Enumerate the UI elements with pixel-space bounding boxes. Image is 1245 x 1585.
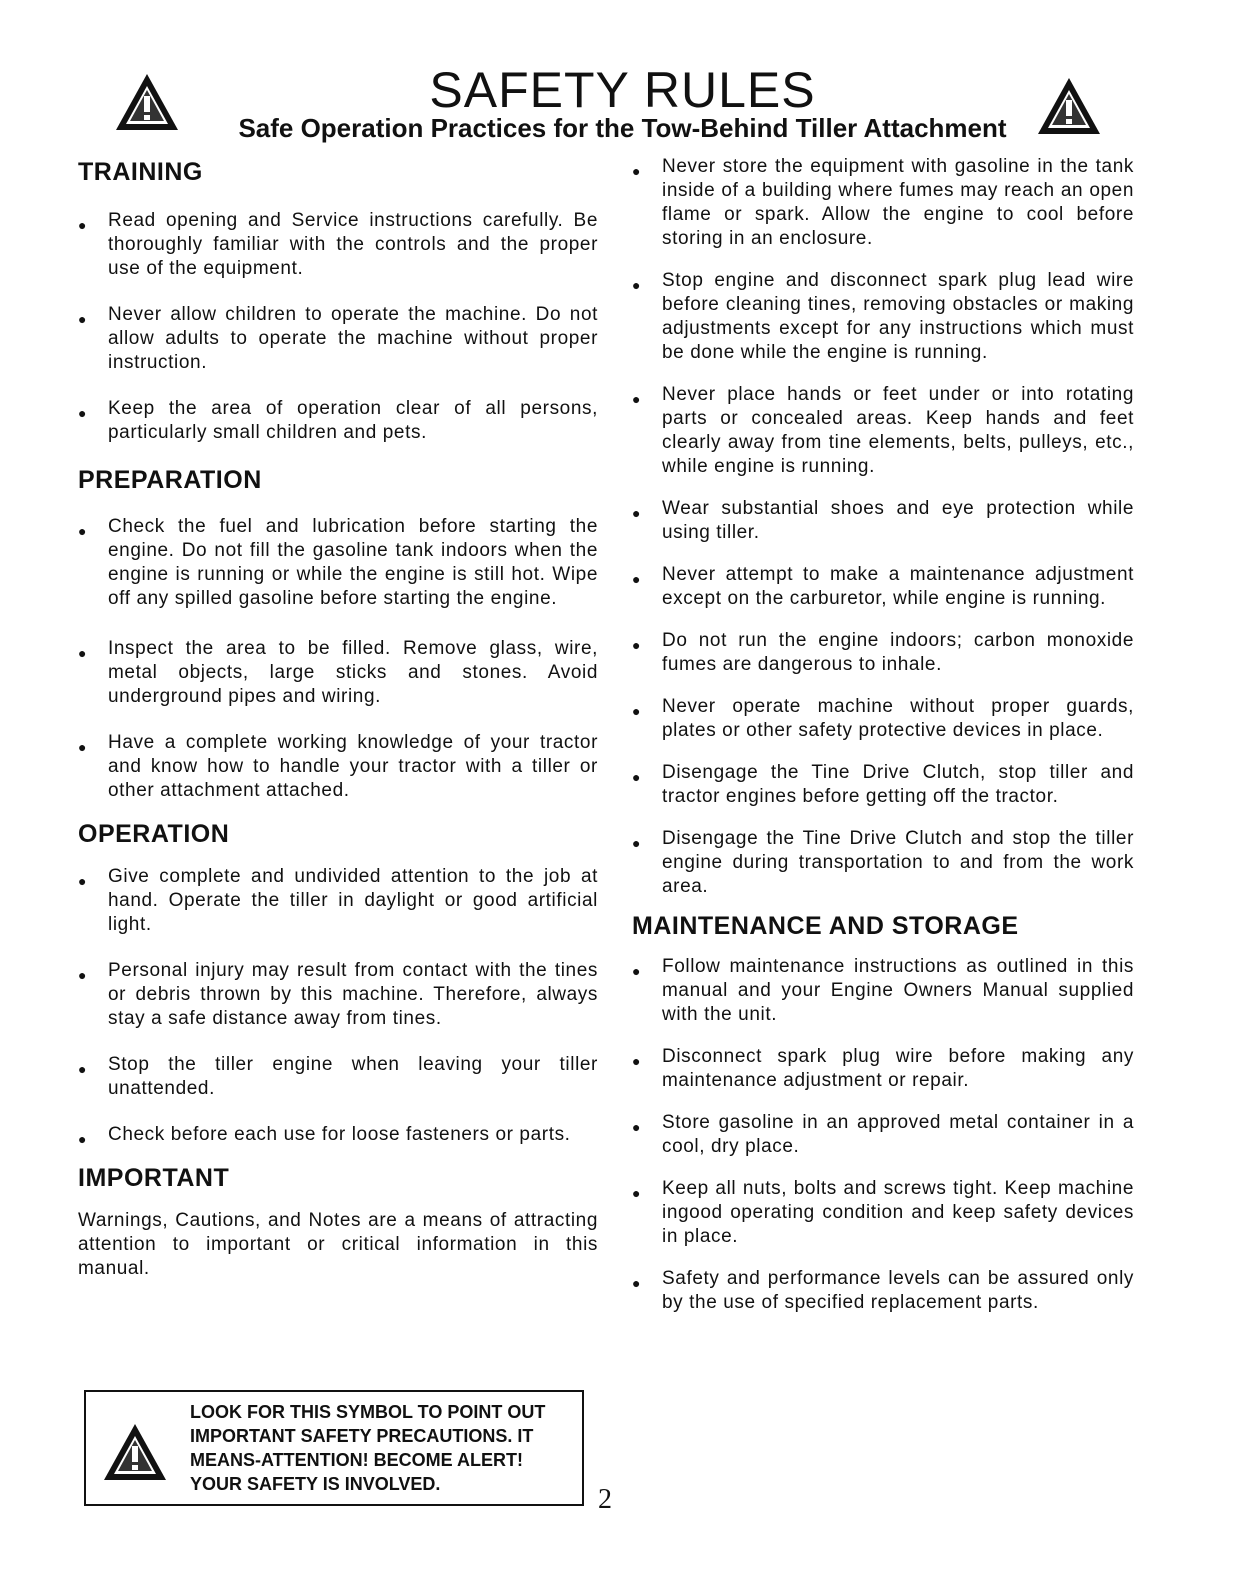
list-item: ● Do not run the engine indoors; carbon monoxide fumes are dangerous to inhale. xyxy=(632,630,1134,675)
list-item: ● Keep all nuts, bolts and screws tight. Keep machine ingood operating condition and keep safety devices in place. xyxy=(632,1178,1134,1247)
bullet-icon: ● xyxy=(78,217,88,233)
notice-text: LOOK FOR THIS SYMBOL TO POINT OUT IMPORTANT SAFETY PRECAUTIONS. IT MEANS-ATTENTION! BECOME ALERT! YOUR SAFETY IS INVOLVED. xyxy=(190,1402,546,1494)
list-item: ● Personal injury may result from contact with the tines or debris thrown by this machine. Therefore, always stay a safe distance away from tines. xyxy=(78,960,598,1029)
list-item: ● Have a complete working knowledge of your tractor and know how to handle your tractor with a tiller or other attachment attached. xyxy=(78,732,598,801)
warning-triangle-icon xyxy=(102,1422,168,1482)
bullet-icon: ● xyxy=(78,523,88,539)
bullet-icon: ● xyxy=(78,1131,88,1147)
safety-notice-box xyxy=(84,1390,584,1506)
list-item: ● Wear substantial shoes and eye protection while using tiller. xyxy=(632,498,1134,543)
list-item: ● Never place hands or feet under or into rotating parts or concealed areas. Keep hands and feet clearly away from tine elements, belts, pulleys, etc., while engine is running. xyxy=(632,384,1134,477)
bullet-icon: ● xyxy=(632,637,642,653)
list-item: ● Stop engine and disconnect spark plug lead wire before cleaning tines, removing obstacles or making adjustments except for any instructions which must be done while the engine is running. xyxy=(632,270,1134,363)
list-item: ● Disengage the Tine Drive Clutch, stop tiller and tractor engines before getting off the tractor. xyxy=(632,762,1134,807)
bullet-icon: ● xyxy=(632,571,642,587)
right-column xyxy=(632,155,1134,1315)
bullet-icon: ● xyxy=(632,391,642,407)
bullet-icon: ● xyxy=(632,1185,642,1201)
bullet-icon: ● xyxy=(78,1061,88,1077)
list-item: ● Safety and performance levels can be assured only by the use of specified replacement parts. xyxy=(632,1268,1134,1313)
bullet-icon: ● xyxy=(632,505,642,521)
bullet-icon: ● xyxy=(632,835,642,851)
bullet-icon: ● xyxy=(632,1053,642,1069)
section-heading-operation: OPERATION xyxy=(78,820,230,848)
list-item: ● Give complete and undivided attention to the job at hand. Operate the tiller in daylight or good artificial light. xyxy=(78,866,598,935)
list-item: ● Follow maintenance instructions as outlined in this manual and your Engine Owners Manual supplied with the unit. xyxy=(632,956,1134,1025)
bullet-icon: ● xyxy=(632,1275,642,1291)
page-number: 2 xyxy=(598,1484,612,1515)
important-paragraph: Warnings, Cautions, and Notes are a means of attracting attention to important or critical information in this manual. xyxy=(78,1210,598,1279)
page-subtitle: Safe Operation Practices for the Tow-Behind Tiller Attachment xyxy=(238,113,1007,143)
section-heading-training: TRAINING xyxy=(78,158,203,186)
section-heading-important: IMPORTANT xyxy=(78,1164,230,1192)
list-item: ● Never allow children to operate the machine. Do not allow adults to operate the machine without proper instruction. xyxy=(78,304,598,373)
bullet-icon: ● xyxy=(632,277,642,293)
list-item: ● Disconnect spark plug wire before making any maintenance adjustment or repair. xyxy=(632,1046,1134,1091)
bullet-icon: ● xyxy=(78,405,88,421)
list-item: ● Stop the tiller engine when leaving your tiller unattended. xyxy=(78,1054,598,1099)
list-item: ● Never store the equipment with gasoline in the tank inside of a building where fumes may reach an open flame or spark. Allow the engine to cool before storing in an enclosure. xyxy=(632,156,1134,249)
bullet-icon: ● xyxy=(78,311,88,327)
bullet-icon: ● xyxy=(78,873,88,889)
section-heading-maintenance: MAINTENANCE AND STORAGE xyxy=(632,912,1019,940)
list-item: ● Inspect the area to be filled. Remove glass, wire, metal objects, large sticks and stones. Avoid underground pipes and wiring. xyxy=(78,638,598,707)
list-item: ● Check before each use for loose fasteners or parts. xyxy=(78,1123,598,1147)
list-item: ● Never attempt to make a maintenance adjustment except on the carburetor, while engine is running. xyxy=(632,564,1134,609)
bullet-icon: ● xyxy=(632,1119,642,1135)
list-item: ● Store gasoline in an approved metal container in a cool, dry place. xyxy=(632,1112,1134,1157)
page-title: SAFETY RULES xyxy=(429,62,816,118)
bullet-icon: ● xyxy=(632,163,642,179)
bullet-icon: ● xyxy=(632,769,642,785)
list-item: ● Check the fuel and lubrication before starting the engine. Do not fill the gasoline tank indoors when the engine is running or while the engine is still hot. Wipe off any spilled gasoline before starting the engine. xyxy=(78,516,598,609)
list-item: ● Read opening and Service instructions carefully. Be thoroughly familiar with the controls and the proper use of the equipment. xyxy=(78,210,598,279)
section-heading-preparation: PREPARATION xyxy=(78,466,262,494)
bullet-icon: ● xyxy=(78,739,88,755)
list-item: ● Never operate machine without proper guards, plates or other safety protective devices in place. xyxy=(632,696,1134,741)
bullet-icon: ● xyxy=(632,703,642,719)
list-item: ● Keep the area of operation clear of all persons, particularly small children and pets. xyxy=(78,398,598,443)
bullet-icon: ● xyxy=(632,963,642,979)
left-column xyxy=(78,155,598,1281)
list-item: ● Disengage the Tine Drive Clutch and stop the tiller engine during transportation to and from the work area. xyxy=(632,828,1134,897)
bullet-icon: ● xyxy=(78,645,88,661)
bullet-icon: ● xyxy=(78,967,88,983)
